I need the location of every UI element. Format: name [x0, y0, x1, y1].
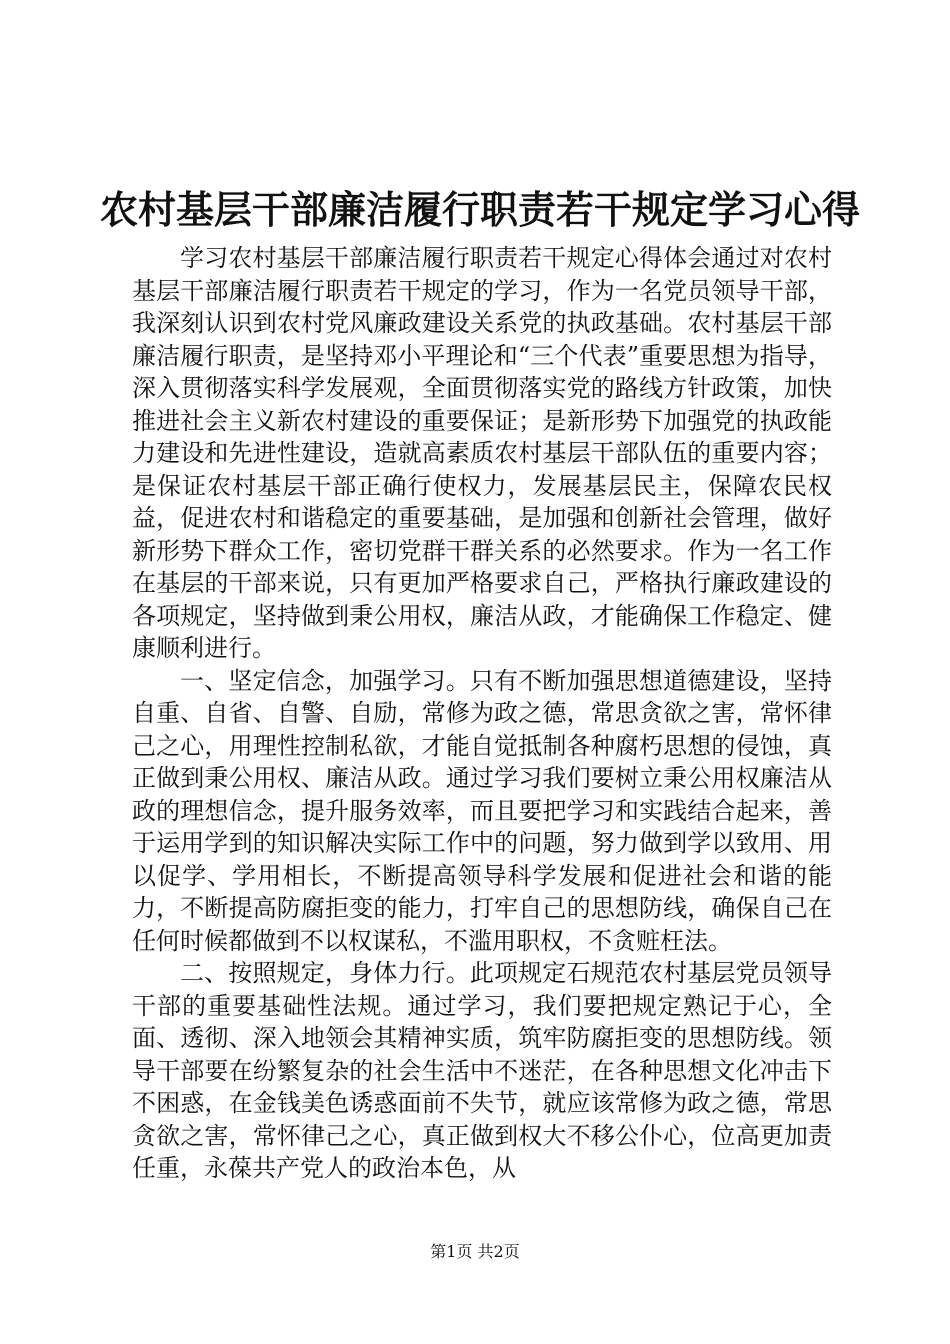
- paragraph-section-2: 二、按照规定，身体力行。此项规定石规范农村基层党员领导干部的重要基础性法规。通过学习，我们要把规定熟记于心，全面、透彻、深入地领会其精神实质，筑牢防腐拒变的思想防线。领导干部要在纷繁复杂的社会生活中不迷茫，在各种思想文化冲击下不困惑，在金钱美色诱惑面前不失节，就应该常修为政之德，常思贪欲之害，常怀律己之心，真正做到权大不移公仆心，位高更加责任重，永葆共产党人的政治本色，从: [132, 959, 832, 1182]
- paragraph-intro: 学习农村基层干部廉洁履行职责若干规定心得体会通过对农村基层干部廉洁履行职责若干规定的学习，作为一名党员领导干部，我深刻认识到农村党风廉政建设关系党的执政基础。农村基层干部廉洁履行职责，是坚持邓小平理论和“三个代表”重要思想为指导，深入贯彻落实科学发展观，全面贯彻落实党的路线方针政策，加快推进社会主义新农村建设的重要保证；是新形势下加强党的执政能力建设和先进性建设，造就高素质农村基层干部队伍的重要内容；是保证农村基层干部正确行使权力，发展基层民主，保障农民权益，促进农村和谐稳定的重要基础，是加强和创新社会管理，做好新形势下群众工作，密切党群干群关系的必然要求。作为一名工作在基层的干部来说，只有更加严格要求自己，严格执行廉政建设的各项规定，坚持做到秉公用权，廉洁从政，才能确保工作稳定、健康顺利进行。: [132, 244, 832, 662]
- document-body: [132, 242, 832, 1185]
- page-number: 第1页 共2页: [430, 1242, 520, 1261]
- document-title: 农村基层干部廉洁履行职责若干规定学习心得: [100, 187, 861, 232]
- paragraph-section-1: 一、坚定信念，加强学习。只有不断加强思想道德建设，坚持自重、自省、自警、自励，常修为政之德，常思贪欲之害，常怀律己之心，用理性控制私欲，才能自觉抵制各种腐朽思想的侵蚀，真正做到秉公用权、廉洁从政。通过学习我们要树立秉公用权廉洁从政的理想信念，提升服务效率，而且要把学习和实践结合起来，善于运用学到的知识解决实际工作中的问题，努力做到学以致用、用以促学、学用相长，不断提高领导科学发展和促进社会和谐的能力，不断提高防腐拒变的能力，打牢自己的思想防线，确保自己在任何时候都做到不以权谋私，不滥用职权，不贪赃枉法。: [132, 666, 832, 955]
